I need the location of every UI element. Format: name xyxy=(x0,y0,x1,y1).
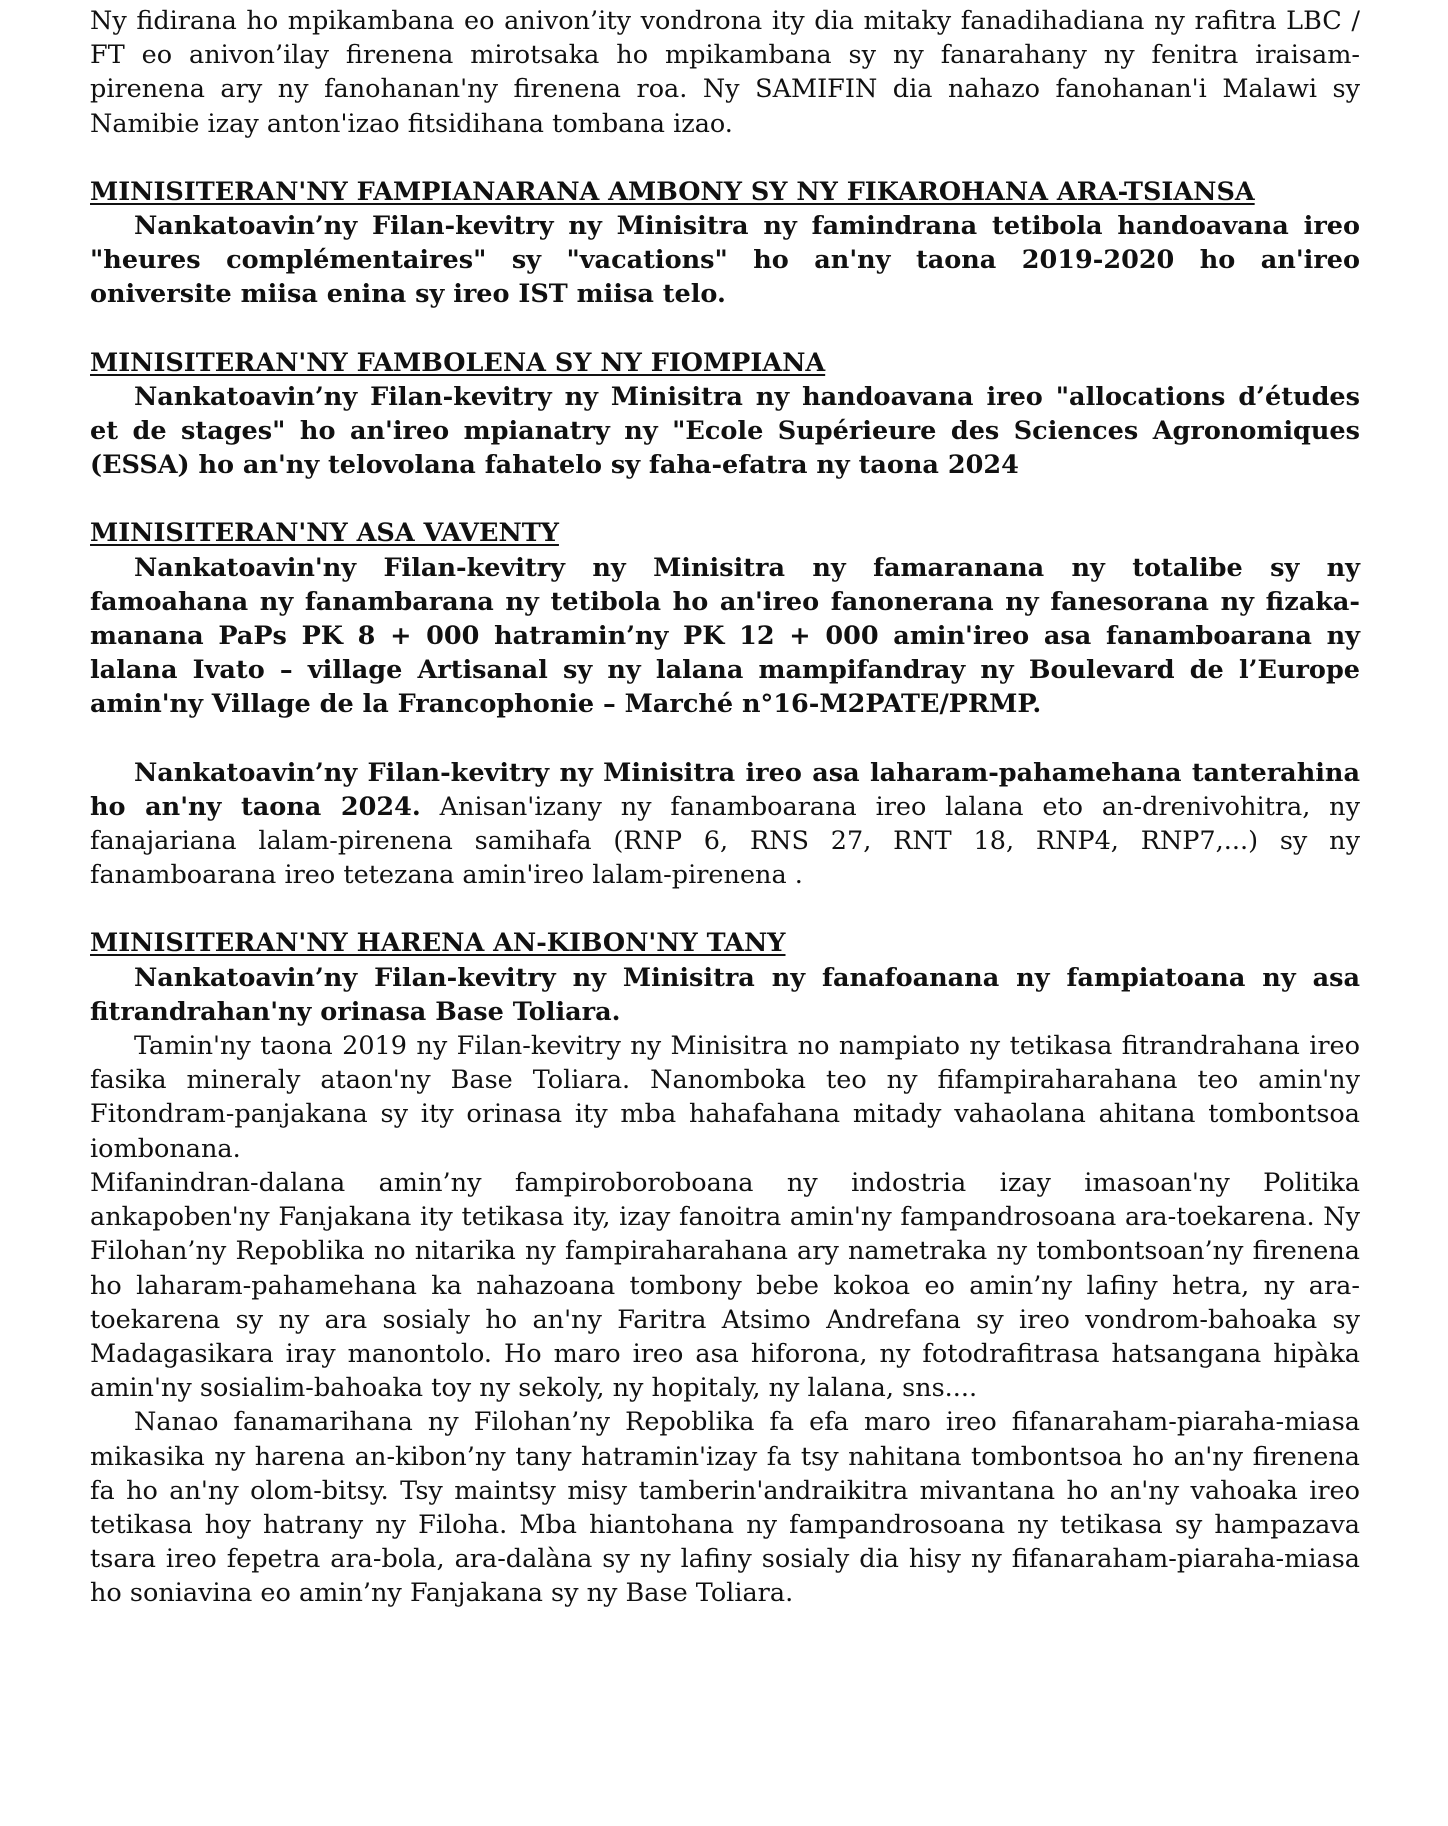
document-page xyxy=(90,4,1360,1611)
paragraph-rest: Anisan'izany ny fanamboarana ireo lalana eto an-drenivohitra, ny fanajariana lalam-pirenena samihafa (RNP 6, RNS 27, RNT 18, RNP4, RNP7,...) sy ny fanamboarana ireo tetezana amin'ireo lalam-pirenena . xyxy=(90,791,1361,891)
section-heading-agriculture: MINISITERAN'NY FAMBOLENA SY NY FIOMPIANA xyxy=(90,347,826,378)
spacer xyxy=(90,312,1360,346)
spacer xyxy=(90,892,1360,926)
section-paragraph: Nankatoavin'ny Filan-kevitry ny Minisitra ny famaranana ny totalibe sy ny famoahana ny fanambarana ny tetibola ho an'ireo fanonerana ny fanesorana ny fizaka-manana PaPs PK 8 + 000 hatramin’ny PK 12 + 000 amin'ireo asa fanamboarana ny lalana Ivato – village Artisanal sy ny lalana mampifandray ny Boulevard de l’Europe amin'ny Village de la Francophonie – Marché n°16-M2PATE/PRMP. xyxy=(90,552,1360,720)
section-heading-higher-education: MINISITERAN'NY FAMPIANARANA AMBONY SY NY FIKAROHANA ARA-TSIANSA xyxy=(90,176,1255,207)
section-paragraph: Nankatoavin’ny Filan-kevitry ny Minisitra ny famindrana tetibola handoavana ireo "heures complémentaires" sy "vacations" ho an'ny taona 2019-2020 ho an'ireo oniversite miisa enina sy ireo IST miisa telo. xyxy=(90,211,1360,310)
spacer xyxy=(90,141,1360,175)
section-paragraph: Tamin'ny taona 2019 ny Filan-kevitry ny Minisitra no nampiato ny tetikasa fitrandrahana ireo fasika mineraly ataon'ny Base Toliara. Nanomboka teo ny fifampiraharahana teo amin'ny Fitondram-panjakana sy ity orinasa ity mba hahafahana mitady vahaolana ahitana tombontsoa iombonana. xyxy=(90,1031,1360,1164)
section-paragraph: Nankatoavin’ny Filan-kevitry ny Minisitra ny handoavana ireo "allocations d’études et de stages" ho an'ireo mpianatry ny "Ecole Supérieure des Sciences Agronomiques (ESSA) ho an'ny telovolana fahatelo sy faha-efatra ny taona 2024 xyxy=(90,381,1360,481)
section-paragraph: Nankatoavin’ny Filan-kevitry ny Minisitra ny fanafoanana ny fampiatoana ny asa fitrandrahan'ny orinasa Base Toliara. xyxy=(90,962,1360,1027)
spacer xyxy=(90,722,1360,756)
section-paragraph: Mifanindran-dalana amin’ny fampiroboroboana ny indostria izay imasoan'ny Politika ankapoben'ny Fanjakana ity tetikasa ity, izay fanoitra amin'ny fampandrosoana ara-toekarena. Ny Filohan’ny Repoblika no nitarika ny fampiraharahana ary nametraka ny tombontsoan’ny firenena ho laharam-pahamehana ka nahazoana tombony bebe kokoa eo amin’ny lafiny hetra, ny ara-toekarena sy ny ara sosialy ho an'ny Faritra Atsimo Andrefana sy ireo vondrom-bahoaka sy Madagasikara iray manontolo. Ho maro ireo asa hiforona, ny fotodrafitrasa hatsangana hipàka amin'ny sosialim-bahoaka toy ny sekoly, ny hopitaly, ny lalana, sns.... xyxy=(90,1167,1360,1404)
spacer xyxy=(90,482,1360,516)
section-heading-public-works: MINISITERAN'NY ASA VAVENTY xyxy=(90,518,559,549)
section-paragraph: Nanao fanamarihana ny Filohan’ny Repoblika fa efa maro ireo fifanaraham-piaraha-miasa mikasika ny harena an-kibon’ny tany hatramin'izay fa tsy nahitana tombontsoa ho an'ny firenena fa ho an'ny olom-bitsy. Tsy maintsy misy tamberin'andraikitra mivantana ho an'ny vahoaka ireo tetikasa hoy hatrany ny Filoha. Mba hiantohana ny fampandrosoana ny tetikasa sy hampazava tsara ireo fepetra ara-bola, ara-dalàna sy ny lafiny sosialy dia hisy ny fifanaraham-piaraha-miasa ho soniavina eo amin’ny Fanjakana sy ny Base Toliara. xyxy=(90,1407,1360,1609)
paragraph-lead-bold: Nankatoavin’ny Filan-kevitry ny Minisitra ireo asa laharam-pahamehana tanterahina ho an'ny taona 2024. xyxy=(90,757,1360,822)
intro-paragraph: Ny fidirana ho mpikambana eo anivon’ity vondrona ity dia mitaky fanadihadiana ny rafitra LBC / FT eo anivon’ilay firenena mirotsaka ho mpikambana sy ny fanarahany ny fenitra iraisam-pirenena ary ny fanohanan'ny firenena roa. Ny SAMIFIN dia nahazo fanohanan'i Malawi sy Namibie izay anton'izao fitsidihana tombana izao. xyxy=(90,6,1360,139)
section-paragraph xyxy=(90,756,1360,893)
section-heading-mining: MINISITERAN'NY HARENA AN-KIBON'NY TANY xyxy=(90,928,786,959)
